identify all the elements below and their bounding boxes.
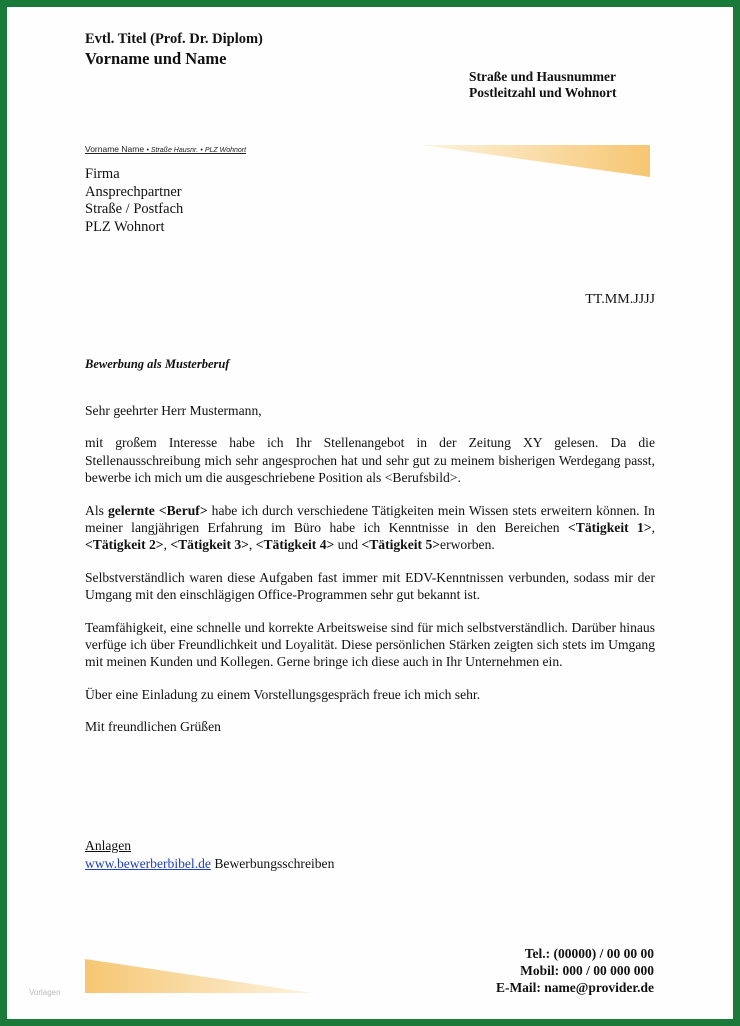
- sender-return-line: [85, 144, 246, 154]
- sender-street: • Straße Hausnr.: [146, 147, 199, 154]
- salutation: Sehr geehrter Herr Mustermann,: [85, 403, 262, 418]
- sender-name: Vorname Name: [85, 144, 145, 154]
- accent-shape-bottom: [85, 959, 315, 995]
- contact-block: [496, 945, 654, 996]
- recipient-address: [85, 166, 183, 236]
- paragraph-3: Selbstverständlich waren diese Aufgaben fast immer mit EDV-Kenntnissen verbunden, sodass mir der Umgang mit den einschlägigen Office-Programmen sehr gut bekannt ist.: [85, 569, 655, 603]
- recipient-company: Firma: [85, 166, 120, 182]
- closing: Mit freundlichen Grüßen: [85, 719, 221, 735]
- attachments-block: [85, 837, 334, 872]
- contact-email: E-Mail: name@provider.de: [495, 980, 654, 995]
- attachments-label: Anlagen: [85, 838, 132, 853]
- watermark: Vorlagen: [29, 988, 61, 997]
- paragraph-2: Als gelernte <Beruf> habe ich durch verschiedene Tätigkeiten mein Wissen stets erweitern können. In meiner langjährigen Erfahrung im Büro habe ich Kenntnisse in den Bereichen <Tätigkeit 1>, <Tätigkeit 2>, <Tätigkeit 3>, <Tätigkeit 4> und <Tätigkeit 5>erworben.: [85, 502, 655, 553]
- sender-city: • PLZ Wohnort: [200, 147, 247, 154]
- recipient-city: PLZ Wohnort: [85, 218, 165, 235]
- paragraph-5: Über eine Einladung zu einem Vorstellungsgespräch freue ich mich sehr.: [85, 686, 481, 702]
- header-address: [469, 69, 617, 101]
- contact-mobile: Mobil: 000 / 00 000 000: [520, 963, 654, 978]
- contact-phone: Tel.: (00000) / 00 00 00: [524, 946, 654, 961]
- letter-subject: Bewerbung als Musterberuf: [85, 357, 230, 371]
- paragraph-1: mit großem Interesse habe ich Ihr Stellenangebot in der Zeitung XY gelesen. Da die Stellenausschreibung mich sehr angesprochen hat und sehr gut zu meinem bisherigen Werdegang passt, bewerbe ich mich um die ausgeschriebene Position als <Berufsbild>.: [85, 435, 655, 486]
- recipient-contact: Ansprechpartner: [85, 183, 182, 200]
- header-name-line: Vorname und Name: [85, 49, 227, 68]
- recipient-street: Straße / Postfach: [85, 201, 184, 217]
- website-link[interactable]: www.bewerberbibel.de: [85, 855, 211, 871]
- paragraph-4: Teamfähigkeit, eine schnelle und korrekte Arbeitsweise sind für mich selbstverständlich. Darüber hinaus verfüge ich über Freundlichkeit und Loyalität. Diese persönlichen Stärken zeigten sich stets im Umgang mit meinen Kunden und Kollegen. Gerne bringe ich diese auch in Ihr Unternehmen ein.: [85, 619, 655, 670]
- header-title-line: Evtl. Titel (Prof. Dr. Diplom): [85, 31, 263, 47]
- attachments-suffix: Bewerbungsschreiben: [210, 855, 335, 871]
- accent-shape-top: [422, 145, 652, 179]
- attachments-line: [85, 855, 334, 873]
- letter-body: [85, 402, 655, 751]
- header-city: Postleitzahl und Wohnort: [469, 85, 617, 100]
- header-street: Straße und Hausnummer: [469, 69, 617, 84]
- letter-date: TT.MM.JJJJ: [585, 292, 655, 307]
- letter-page: [7, 7, 733, 1019]
